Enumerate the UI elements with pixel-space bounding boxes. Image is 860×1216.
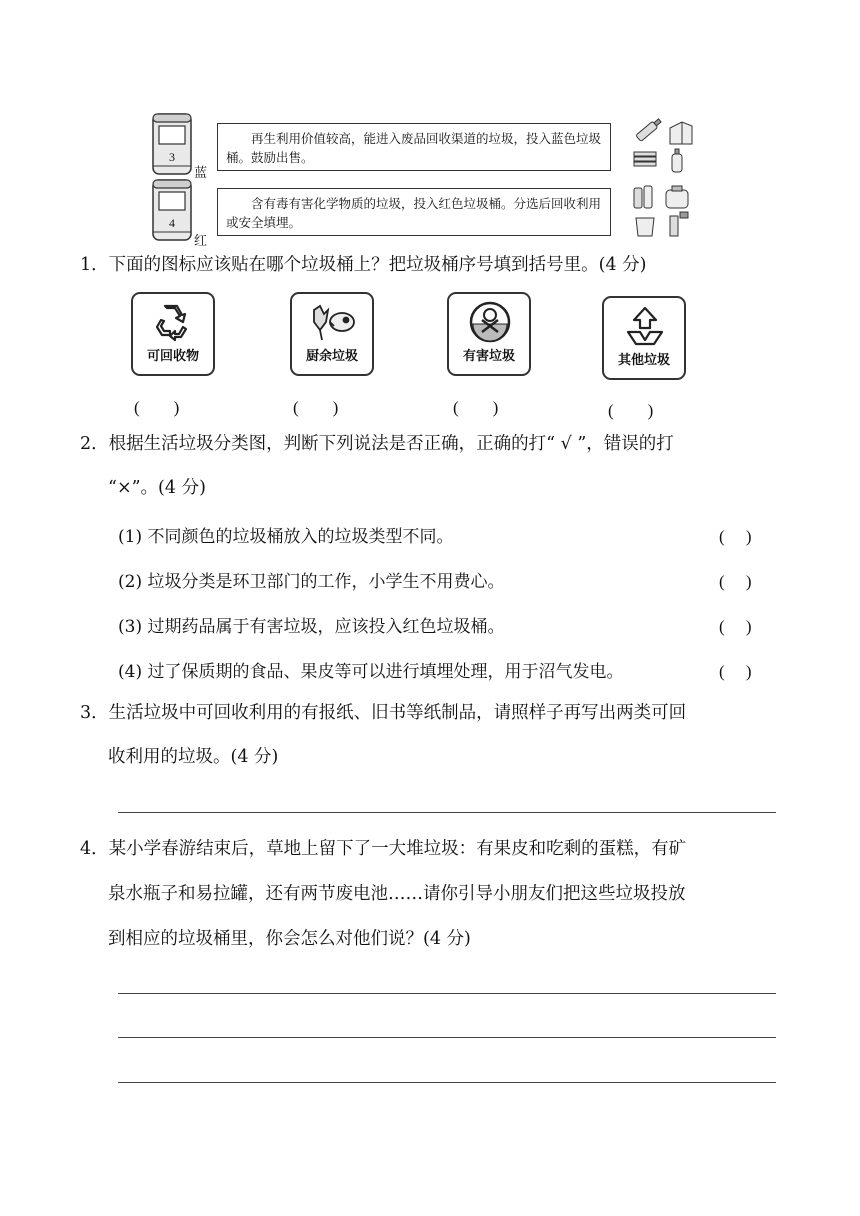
- sign-label: 厨余垃圾: [305, 349, 358, 364]
- question-1-text: 1．下面的图标应该贴在哪个垃圾桶上？把垃圾桶序号填到括号里。(4 分): [80, 255, 647, 275]
- judgment-answer[interactable]: ( ): [719, 527, 752, 546]
- answer-blank[interactable]: ( ): [608, 401, 654, 420]
- bin-color-label: 红: [194, 234, 208, 249]
- answer-line[interactable]: [118, 1037, 776, 1038]
- question-4-text: 4．某小学春游结束后，草地上留下了一大堆垃圾：有果皮和吃剩的蛋糕，有矿: [80, 839, 687, 859]
- food-waste-sign: [290, 292, 374, 376]
- bin-description: 含有毒有害化学物质的垃圾，投入红色垃圾桶。分选后回收利用或安全填埋。: [217, 188, 611, 236]
- recyclables-illustration: [630, 118, 696, 178]
- hazardous-sign: [447, 292, 531, 376]
- answer-blank[interactable]: ( ): [293, 398, 339, 417]
- hazardous-items-illustration: [630, 184, 696, 244]
- bin-number: 4: [169, 216, 175, 230]
- other-waste-icon: [624, 304, 666, 348]
- recycle-icon: [153, 302, 193, 342]
- trash-bin-icon: [152, 112, 192, 176]
- judgment-statement: (3) 过期药品属于有害垃圾，应该投入红色垃圾桶。: [118, 617, 505, 637]
- answer-blank[interactable]: ( ): [453, 398, 499, 417]
- judgment-answer[interactable]: ( ): [719, 617, 752, 636]
- judgment-answer[interactable]: ( ): [719, 572, 752, 591]
- sign-label: 有害垃圾: [462, 349, 515, 364]
- question-3-text: 3．生活垃圾中可回收利用的有报纸、旧书等纸制品，请照样子再写出两类可回: [80, 703, 687, 723]
- question-3-text-cont: 收利用的垃圾。(4 分): [108, 747, 279, 767]
- sign-label: 其他垃圾: [617, 353, 670, 368]
- answer-line[interactable]: [118, 1082, 776, 1083]
- hazardous-icon: [468, 300, 512, 344]
- question-4-text-cont: 泉水瓶子和易拉罐，还有两节废电池……请你引导小朋友们把这些垃圾投放: [108, 884, 686, 904]
- recyclable-sign: [131, 292, 215, 376]
- answer-blank[interactable]: ( ): [134, 398, 180, 417]
- answer-line[interactable]: [118, 812, 776, 813]
- food-waste-icon: [306, 300, 358, 344]
- bin-number: 3: [169, 150, 175, 164]
- judgment-statement: (1) 不同颜色的垃圾桶放入的垃圾类型不同。: [118, 527, 454, 547]
- judgment-statement: (4) 过了保质期的食品、果皮等可以进行填埋处理，用于沼气发电。: [118, 662, 624, 682]
- sign-label: 可回收物: [146, 349, 199, 364]
- bin-description: 再生利用价值较高，能进入废品回收渠道的垃圾，投入蓝色垃圾桶。鼓励出售。: [217, 123, 611, 171]
- bin-color-label: 蓝: [194, 166, 208, 181]
- trash-bin-icon: [152, 178, 192, 242]
- question-2-text-cont: “×”。(4 分): [108, 478, 206, 498]
- other-waste-sign: [602, 296, 686, 380]
- question-4-text-cont: 到相应的垃圾桶里，你会怎么对他们说？(4 分): [108, 929, 471, 949]
- question-2-text: 2．根据生活垃圾分类图，判断下列说法是否正确，正确的打“ √ ”，错误的打: [80, 434, 674, 454]
- judgment-statement: (2) 垃圾分类是环卫部门的工作，小学生不用费心。: [118, 572, 505, 592]
- answer-line[interactable]: [118, 993, 776, 994]
- judgment-answer[interactable]: ( ): [719, 662, 752, 681]
